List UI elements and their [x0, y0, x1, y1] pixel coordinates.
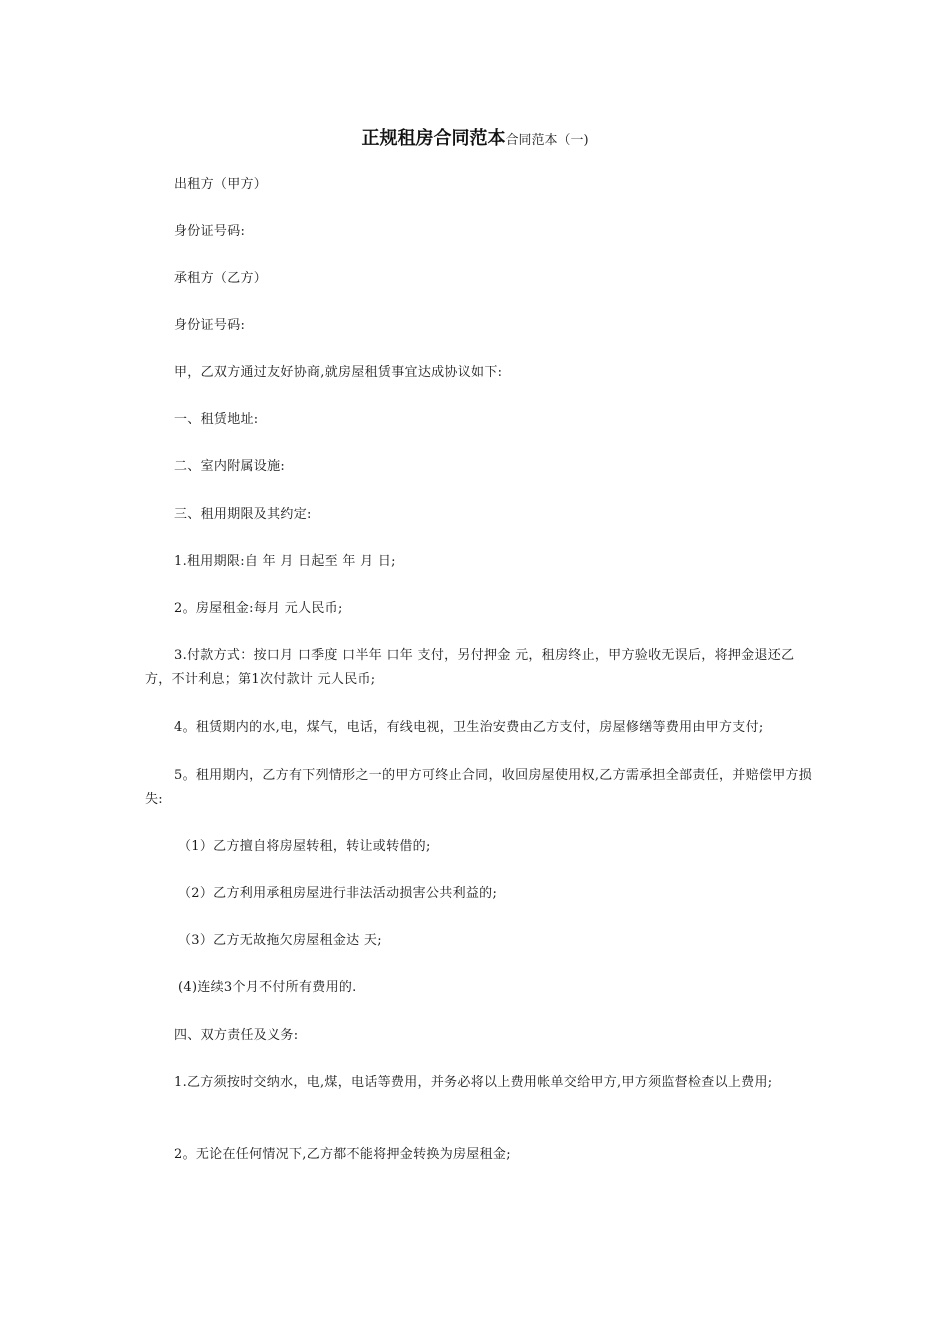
section-2-heading: 二、室内附属设施: [174, 459, 286, 474]
clause-3-1: 1.租用期限:自 年 月 日起至 年 月 日; [174, 554, 396, 569]
lessor-id-label: 身份证号码: [174, 224, 246, 239]
clause-3-5-item-3: （3）乙方无故拖欠房屋租金达 天; [178, 933, 382, 948]
lessee-id-label: 身份证号码: [174, 318, 246, 333]
agreement-intro: 甲，乙双方通过友好协商,就房屋租赁事宜达成协议如下: [174, 365, 503, 380]
clause-3-5: 5。租用期内，乙方有下列情形之一的甲方可终止合同，收回房屋使用权,乙方需承担全部责任，并赔偿甲方损失: [145, 768, 813, 807]
clause-3-2: 2。房屋租金:每月 元人民币; [174, 601, 343, 616]
title-sub: 合同范本（一) [505, 133, 589, 148]
clause-3-4: 4。租赁期内的水,电，煤气，电话，有线电视，卫生治安费由乙方支付，房屋修缮等费用由甲方支付; [174, 720, 764, 735]
clause-3-5-item-2: （2）乙方利用承租房屋进行非法活动损害公共利益的; [178, 886, 498, 901]
section-3-heading: 三、租用期限及其约定: [174, 507, 312, 522]
document-title [0, 124, 950, 150]
lessor-label: 出租方（甲方） [174, 177, 268, 192]
clause-4-2: 2。无论在任何情况下,乙方都不能将押金转换为房屋租金; [174, 1147, 511, 1162]
section-4-heading: 四、双方责任及义务: [174, 1028, 299, 1043]
clause-3-3: 3.付款方式：按口月 口季度 口半年 口年 支付，另付押金 元，租房终止，甲方验收无误后，将押金退还乙方，不计利息；第1次付款计 元人民币; [145, 648, 795, 687]
section-1-heading: 一、租赁地址: [174, 412, 259, 427]
clause-3-5-item-4: (4)连续3个月不付所有费用的. [178, 980, 357, 995]
title-main: 正规租房合同范本 [361, 128, 506, 149]
clause-4-1: 1.乙方须按时交纳水，电,煤，电话等费用，并务必将以上费用帐单交给甲方,甲方须监督检查以上费用; [174, 1075, 773, 1090]
lessee-label: 承租方（乙方） [174, 271, 268, 286]
clause-3-5-item-1: （1）乙方擅自将房屋转租，转让或转借的; [178, 839, 431, 854]
